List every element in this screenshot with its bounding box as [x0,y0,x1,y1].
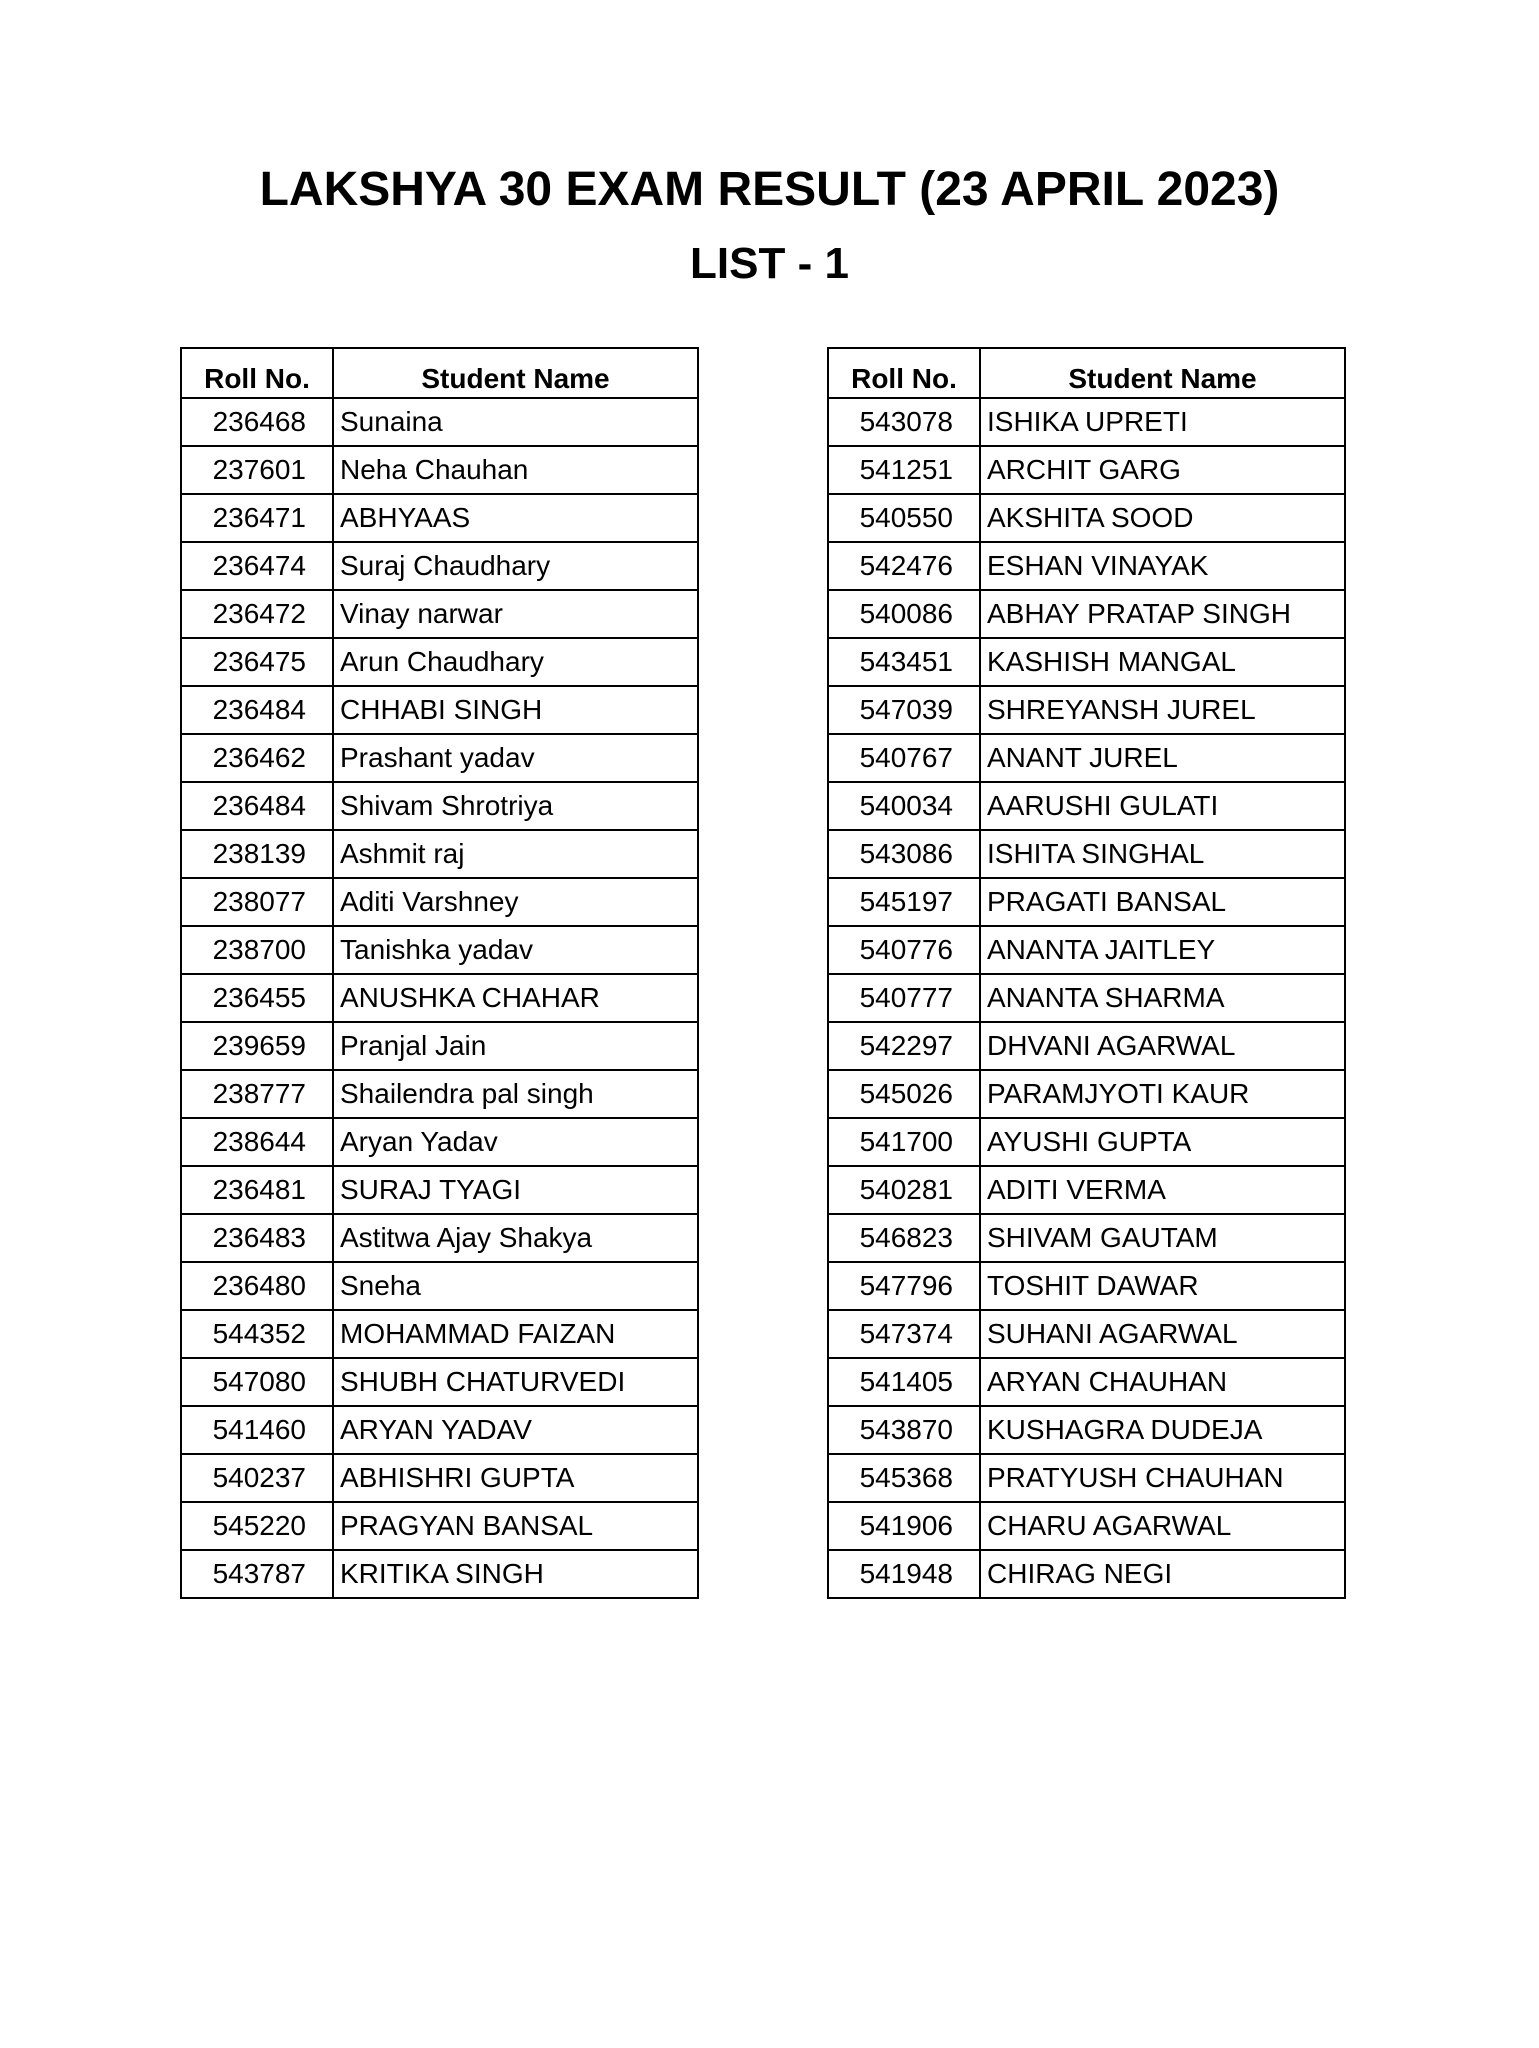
table-row [828,1070,1345,1118]
student-name-cell: Suraj Chaudhary [333,542,698,590]
student-name-cell: ISHIKA UPRETI [980,398,1345,446]
roll-number-cell: 541405 [828,1358,980,1406]
roll-number-cell: 236483 [181,1214,333,1262]
student-name-cell: AARUSHI GULATI [980,782,1345,830]
roll-number-cell: 236481 [181,1166,333,1214]
roll-number-cell: 540767 [828,734,980,782]
roll-number-cell: 236472 [181,590,333,638]
student-name-cell: KASHISH MANGAL [980,638,1345,686]
table-row [181,446,698,494]
student-name-cell: ADITI VERMA [980,1166,1345,1214]
table-row [828,1214,1345,1262]
student-name-cell: Aryan Yadav [333,1118,698,1166]
table-row [828,638,1345,686]
table-row [181,398,698,446]
roll-number-cell: 236462 [181,734,333,782]
table-row [828,1166,1345,1214]
student-name-cell: ARYAN YADAV [333,1406,698,1454]
roll-number-cell: 545197 [828,878,980,926]
table-row [828,1550,1345,1598]
student-name-cell: MOHAMMAD FAIZAN [333,1310,698,1358]
student-name-cell: ANUSHKA CHAHAR [333,974,698,1022]
student-name-cell: Prashant yadav [333,734,698,782]
table-row [181,590,698,638]
table-row [828,926,1345,974]
student-name-cell: PRAGATI BANSAL [980,878,1345,926]
table-row [181,1550,698,1598]
student-name-header: Student Name [333,348,698,398]
student-name-cell: AYUSHI GUPTA [980,1118,1345,1166]
roll-number-cell: 236484 [181,782,333,830]
student-name-cell: Vinay narwar [333,590,698,638]
student-name-cell: KRITIKA SINGH [333,1550,698,1598]
results-table-left [180,347,699,1599]
student-name-cell: Tanishka yadav [333,926,698,974]
student-name-cell: Arun Chaudhary [333,638,698,686]
student-name-cell: ABHISHRI GUPTA [333,1454,698,1502]
roll-number-cell: 541251 [828,446,980,494]
roll-number-cell: 236475 [181,638,333,686]
table-row [181,1022,698,1070]
student-name-cell: CHIRAG NEGI [980,1550,1345,1598]
roll-number-cell: 541700 [828,1118,980,1166]
table-row [828,446,1345,494]
roll-number-cell: 236455 [181,974,333,1022]
roll-number-cell: 540776 [828,926,980,974]
table-row [181,1166,698,1214]
table-row [181,1118,698,1166]
roll-number-cell: 236484 [181,686,333,734]
table-row [181,542,698,590]
table-header-row [828,348,1345,398]
student-name-cell: ANANTA SHARMA [980,974,1345,1022]
roll-number-cell: 545026 [828,1070,980,1118]
student-name-cell: Aditi Varshney [333,878,698,926]
table-header-row [181,348,698,398]
roll-number-cell: 542476 [828,542,980,590]
roll-number-cell: 541906 [828,1502,980,1550]
table-row [828,1118,1345,1166]
roll-number-cell: 236480 [181,1262,333,1310]
roll-number-cell: 238700 [181,926,333,974]
student-name-cell: TOSHIT DAWAR [980,1262,1345,1310]
table-row [828,1310,1345,1358]
student-name-cell: Sunaina [333,398,698,446]
student-name-cell: Sneha [333,1262,698,1310]
student-name-cell: ABHAY PRATAP SINGH [980,590,1345,638]
roll-number-cell: 543078 [828,398,980,446]
table-row [828,1502,1345,1550]
student-name-cell: Pranjal Jain [333,1022,698,1070]
table-row [181,1310,698,1358]
roll-number-cell: 540777 [828,974,980,1022]
student-name-cell: Astitwa Ajay Shakya [333,1214,698,1262]
roll-no-header: Roll No. [181,348,333,398]
student-name-cell: SURAJ TYAGI [333,1166,698,1214]
roll-number-cell: 547796 [828,1262,980,1310]
table-row [181,686,698,734]
roll-number-cell: 540281 [828,1166,980,1214]
student-name-cell: ESHAN VINAYAK [980,542,1345,590]
student-name-cell: Shivam Shrotriya [333,782,698,830]
roll-number-cell: 238644 [181,1118,333,1166]
student-name-cell: ANANTA JAITLEY [980,926,1345,974]
roll-number-cell: 540550 [828,494,980,542]
roll-number-cell: 544352 [181,1310,333,1358]
roll-number-cell: 540034 [828,782,980,830]
roll-number-cell: 236468 [181,398,333,446]
student-name-cell: SHREYANSH JUREL [980,686,1345,734]
table-row [828,1358,1345,1406]
table-row [828,782,1345,830]
table-row [828,590,1345,638]
table-row [181,494,698,542]
student-name-cell: Ashmit raj [333,830,698,878]
roll-number-cell: 541948 [828,1550,980,1598]
student-name-cell: ARCHIT GARG [980,446,1345,494]
roll-number-cell: 546823 [828,1214,980,1262]
roll-number-cell: 543086 [828,830,980,878]
roll-number-cell: 239659 [181,1022,333,1070]
table-row [828,542,1345,590]
roll-number-cell: 238077 [181,878,333,926]
results-table-right [827,347,1346,1599]
roll-number-cell: 545368 [828,1454,980,1502]
student-name-cell: SUHANI AGARWAL [980,1310,1345,1358]
roll-number-cell: 547039 [828,686,980,734]
student-name-cell: PRAGYAN BANSAL [333,1502,698,1550]
table-row [181,1214,698,1262]
student-name-cell: PARAMJYOTI KAUR [980,1070,1345,1118]
roll-number-cell: 237601 [181,446,333,494]
roll-number-cell: 547374 [828,1310,980,1358]
roll-number-cell: 540086 [828,590,980,638]
table-row [181,1070,698,1118]
table-row [828,494,1345,542]
student-name-cell: CHHABI SINGH [333,686,698,734]
student-name-cell: CHARU AGARWAL [980,1502,1345,1550]
table-row [181,1502,698,1550]
table-row [828,974,1345,1022]
student-name-cell: Shailendra pal singh [333,1070,698,1118]
table-row [181,734,698,782]
table-row [828,1022,1345,1070]
table-row [828,830,1345,878]
table-row [828,1406,1345,1454]
table-row [181,830,698,878]
table-row [181,974,698,1022]
roll-number-cell: 543870 [828,1406,980,1454]
student-name-cell: ANANT JUREL [980,734,1345,782]
table-row [181,1358,698,1406]
table-row [828,734,1345,782]
student-name-header: Student Name [980,348,1345,398]
table-row [181,1406,698,1454]
student-name-cell: ARYAN CHAUHAN [980,1358,1345,1406]
student-name-cell: Neha Chauhan [333,446,698,494]
student-name-cell: SHUBH CHATURVEDI [333,1358,698,1406]
table-row [181,926,698,974]
table-row [181,878,698,926]
roll-number-cell: 542297 [828,1022,980,1070]
roll-no-header: Roll No. [828,348,980,398]
student-name-cell: ABHYAAS [333,494,698,542]
table-row [181,638,698,686]
student-name-cell: AKSHITA SOOD [980,494,1345,542]
table-row [828,398,1345,446]
table-row [828,686,1345,734]
roll-number-cell: 541460 [181,1406,333,1454]
roll-number-cell: 540237 [181,1454,333,1502]
list-subtitle: LIST - 1 [690,239,849,288]
table-row [181,782,698,830]
roll-number-cell: 543451 [828,638,980,686]
student-name-cell: PRATYUSH CHAUHAN [980,1454,1345,1502]
table-row [181,1454,698,1502]
roll-number-cell: 543787 [181,1550,333,1598]
roll-number-cell: 238139 [181,830,333,878]
student-name-cell: ISHITA SINGHAL [980,830,1345,878]
table-row [828,1262,1345,1310]
roll-number-cell: 236474 [181,542,333,590]
table-row [828,878,1345,926]
student-name-cell: KUSHAGRA DUDEJA [980,1406,1345,1454]
table-row [828,1454,1345,1502]
roll-number-cell: 547080 [181,1358,333,1406]
student-name-cell: DHVANI AGARWAL [980,1022,1345,1070]
roll-number-cell: 238777 [181,1070,333,1118]
roll-number-cell: 545220 [181,1502,333,1550]
table-row [181,1262,698,1310]
page-title: LAKSHYA 30 EXAM RESULT (23 APRIL 2023) [259,163,1280,216]
roll-number-cell: 236471 [181,494,333,542]
student-name-cell: SHIVAM GAUTAM [980,1214,1345,1262]
